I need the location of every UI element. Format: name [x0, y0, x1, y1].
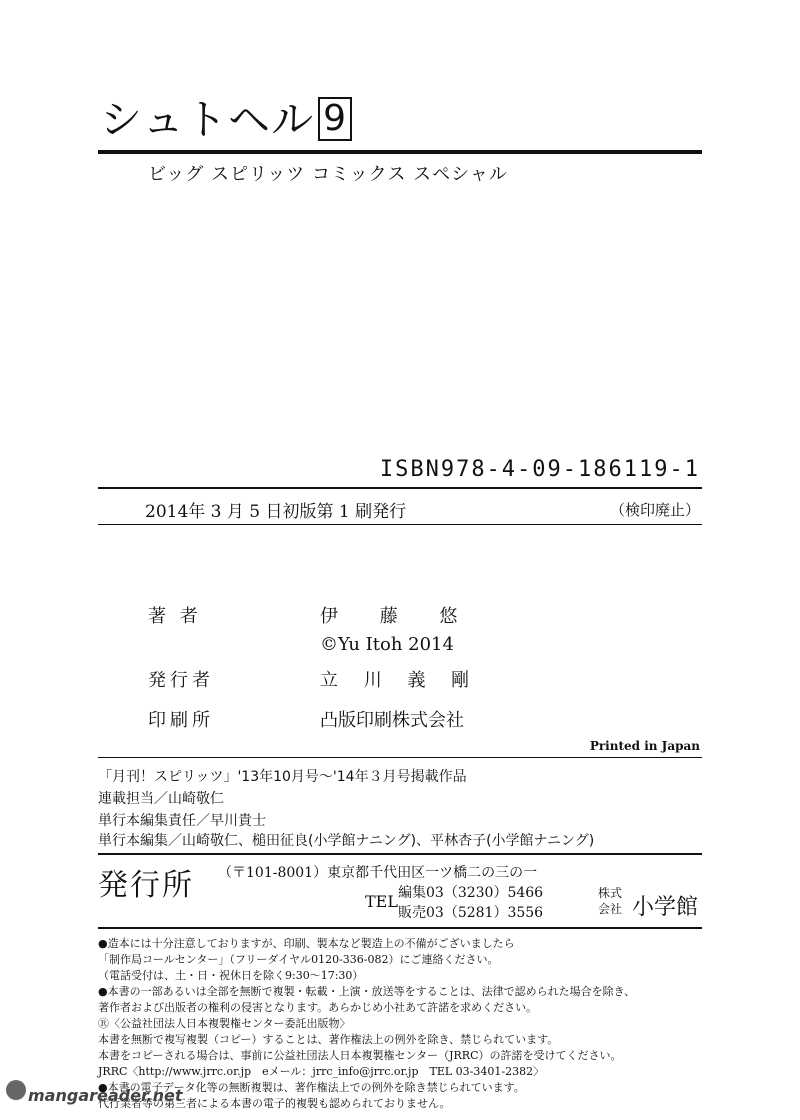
- volume-number: 9: [318, 97, 352, 141]
- kabushiki-top: 株式: [598, 886, 623, 900]
- tel-sales: 販売03（5281）3556: [398, 905, 544, 921]
- author-label: 著 者: [148, 606, 202, 627]
- print-date: 2014年 3 月 5 日初版第 1 刷発行: [145, 502, 407, 522]
- isbn: ISBN978-4-09-186119-1: [379, 457, 700, 482]
- watermark-text: mangareader.net: [28, 1086, 183, 1105]
- printed-in-japan: Printed in Japan: [589, 739, 700, 753]
- book-editors: 単行本編集／山崎敬仁、槌田征良(小学館ナニング)、平林杏子(小学館ナニング): [98, 833, 595, 849]
- publisher-name: 立 川 義 剛: [320, 670, 480, 691]
- notice-line: Ⓡ〈公益社団法人日本複製権センター委託出版物〉: [98, 1017, 351, 1030]
- notice-line: ●本書の一部あるいは全部を無断で複製・転載・上演・放送等をすることは、法律で認められた場合を除き、: [98, 985, 636, 998]
- date-rule: [98, 524, 702, 525]
- printer-name: 凸版印刷株式会社: [320, 710, 464, 731]
- notice-line: 「制作局コールセンター」（フリーダイヤル0120-336-082）にご連絡ください。: [98, 953, 499, 966]
- notice-line: ●本書の電子データ化等の無断複製は、著作権法上での例外を除き禁じられています。: [98, 1081, 525, 1094]
- publisher-address: （〒101-8001）東京都千代田区一ツ橋二の三の一: [218, 865, 538, 881]
- serialization-info: 「月刊！スピリッツ」'13年10月号〜'14年３月号掲載作品: [98, 769, 467, 785]
- tel-editorial: 編集03（3230）5466: [398, 885, 544, 901]
- info-rule: [98, 853, 702, 855]
- book-title: [100, 94, 352, 146]
- company-name: 小学館: [632, 895, 699, 920]
- notice-line: 著作者および出版者の権利の侵害となります。あらかじめ小社あて許諾を求めください。: [98, 1001, 538, 1014]
- printer-label: 印刷所: [148, 710, 214, 731]
- serial-editor: 連載担当／山崎敬仁: [98, 791, 224, 807]
- kenin-haishi: （検印廃止）: [609, 501, 700, 519]
- book-editor-chief: 単行本編集責任／早川貴士: [98, 813, 266, 829]
- publisher-rule: [98, 927, 702, 929]
- credits-rule: [98, 757, 702, 758]
- notice-line: 代行業者等の第三者による本書の電子的複製も認められておりません。: [98, 1097, 451, 1110]
- author-name: 伊 藤 悠: [320, 606, 476, 627]
- notice-line: （電話受付は、土・日・祝休日を除く9:30〜17:30）: [98, 969, 364, 982]
- notice-line: 本書をコピーされる場合は、事前に公益社団法人日本複製権センター（JRRC）の許諾を受けてください。: [98, 1049, 622, 1062]
- notice-line: ●造本には十分注意しておりますが、印刷、製本など製造上の不備がございましたら: [98, 937, 515, 950]
- book-title-text: シュトヘル: [100, 95, 315, 144]
- series-name: ビッグ スピリッツ コミックス スペシャル: [148, 164, 508, 185]
- isbn-rule: [98, 487, 702, 489]
- title-rule: [98, 150, 702, 154]
- notice-line: JRRC〈http://www.jrrc.or.jp eメール：jrrc_info@jrrc.or.jp TEL 03-3401-2382〉: [98, 1065, 545, 1078]
- publisher-office-label: 発行所: [98, 868, 194, 903]
- publisher-label: 発行者: [148, 670, 214, 691]
- kabushiki-bottom: 会社: [598, 902, 623, 916]
- notice-line: 本書を無断で複写複製（コピー）することは、著作権法上の例外を除き、禁じられています。: [98, 1033, 559, 1046]
- copyright: ©Yu Itoh 2014: [320, 634, 454, 655]
- tel-label: TEL: [365, 892, 398, 911]
- watermark-logo-icon: [6, 1080, 26, 1100]
